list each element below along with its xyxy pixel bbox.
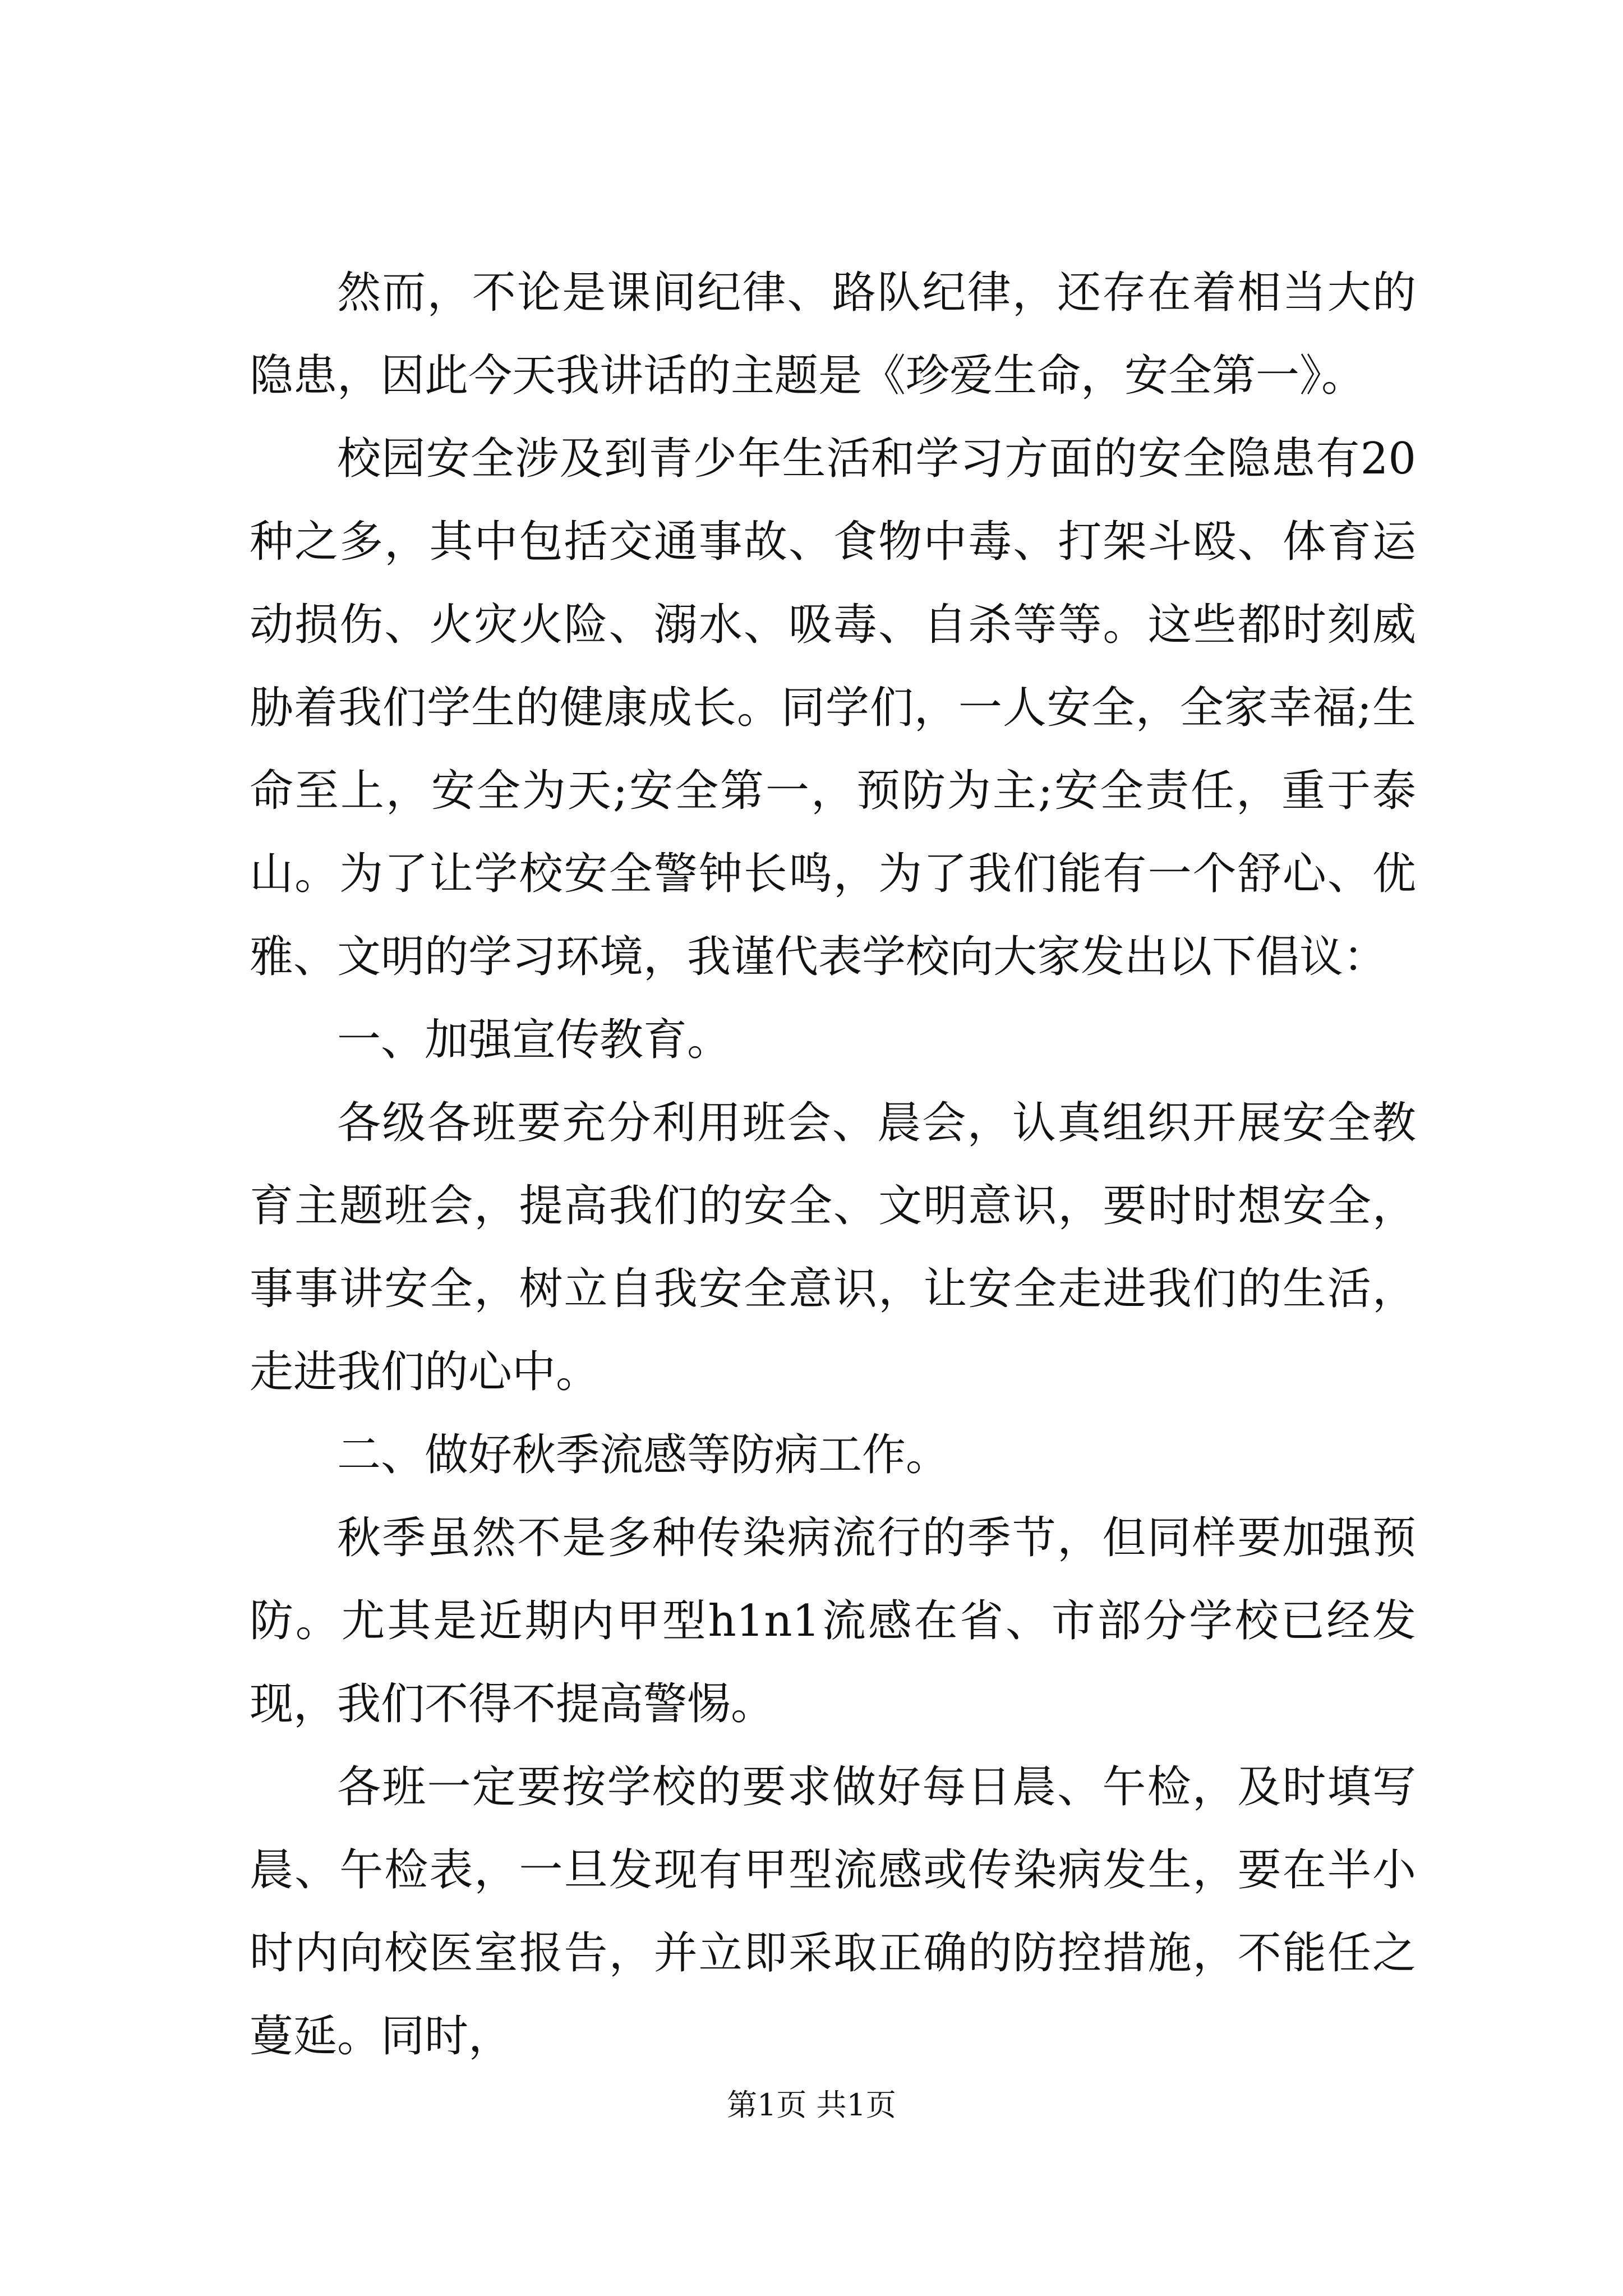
paragraph-6: 秋季虽然不是多种传染病流行的季节，但同样要加强预防。尤其是近期内甲型h1n1流感在省、市部分学校已经发现，我们不得不提高警惕。 — [250, 1513, 1416, 1729]
paragraph-4: 各级各班要充分利用班会、晨会，认真组织开展安全教育主题班会，提高我们的安全、文明意识，要时时想安全，事事讲安全，树立自我安全意识，让安全走进我们的生活，走进我们的心中。 — [250, 1098, 1416, 1397]
paragraph-3-heading: 一、加强宣传教育。 — [337, 1015, 731, 1065]
paragraph-2: 校园安全涉及到青少年生活和学习方面的安全隐患有20种之多，其中包括交通事故、食物中毒、打架斗殴、体育运动损伤、火灾火险、溺水、吸毒、自杀等等。这些都时刻威胁着我们学生的健康成长。同学们，一人安全，全家幸福;生命至上，安全为天;安全第一，预防为主;安全责任，重于泰山。为了让学校安全警钟长鸣，为了我们能有一个舒心、优雅、文明的学习环境，我谨代表学校向大家发出以下倡议： — [250, 434, 1416, 982]
paragraph-1: 然而，不论是课间纪律、路队纪律，还存在着相当大的隐患，因此今天我讲话的主题是《珍爱生命，安全第一》。 — [250, 268, 1416, 401]
paragraph-7: 各班一定要按学校的要求做好每日晨、午检，及时填写晨、午检表，一旦发现有甲型流感或传染病发生，要在半小时内向校医室报告，并立即采取正确的防控措施，不能任之蔓延。同时， — [250, 1762, 1416, 2062]
paragraph-5-heading: 二、做好秋季流感等防病工作。 — [337, 1430, 950, 1480]
page-footer: 第1页 共1页 — [727, 2087, 896, 2123]
body-text — [250, 251, 1416, 2078]
